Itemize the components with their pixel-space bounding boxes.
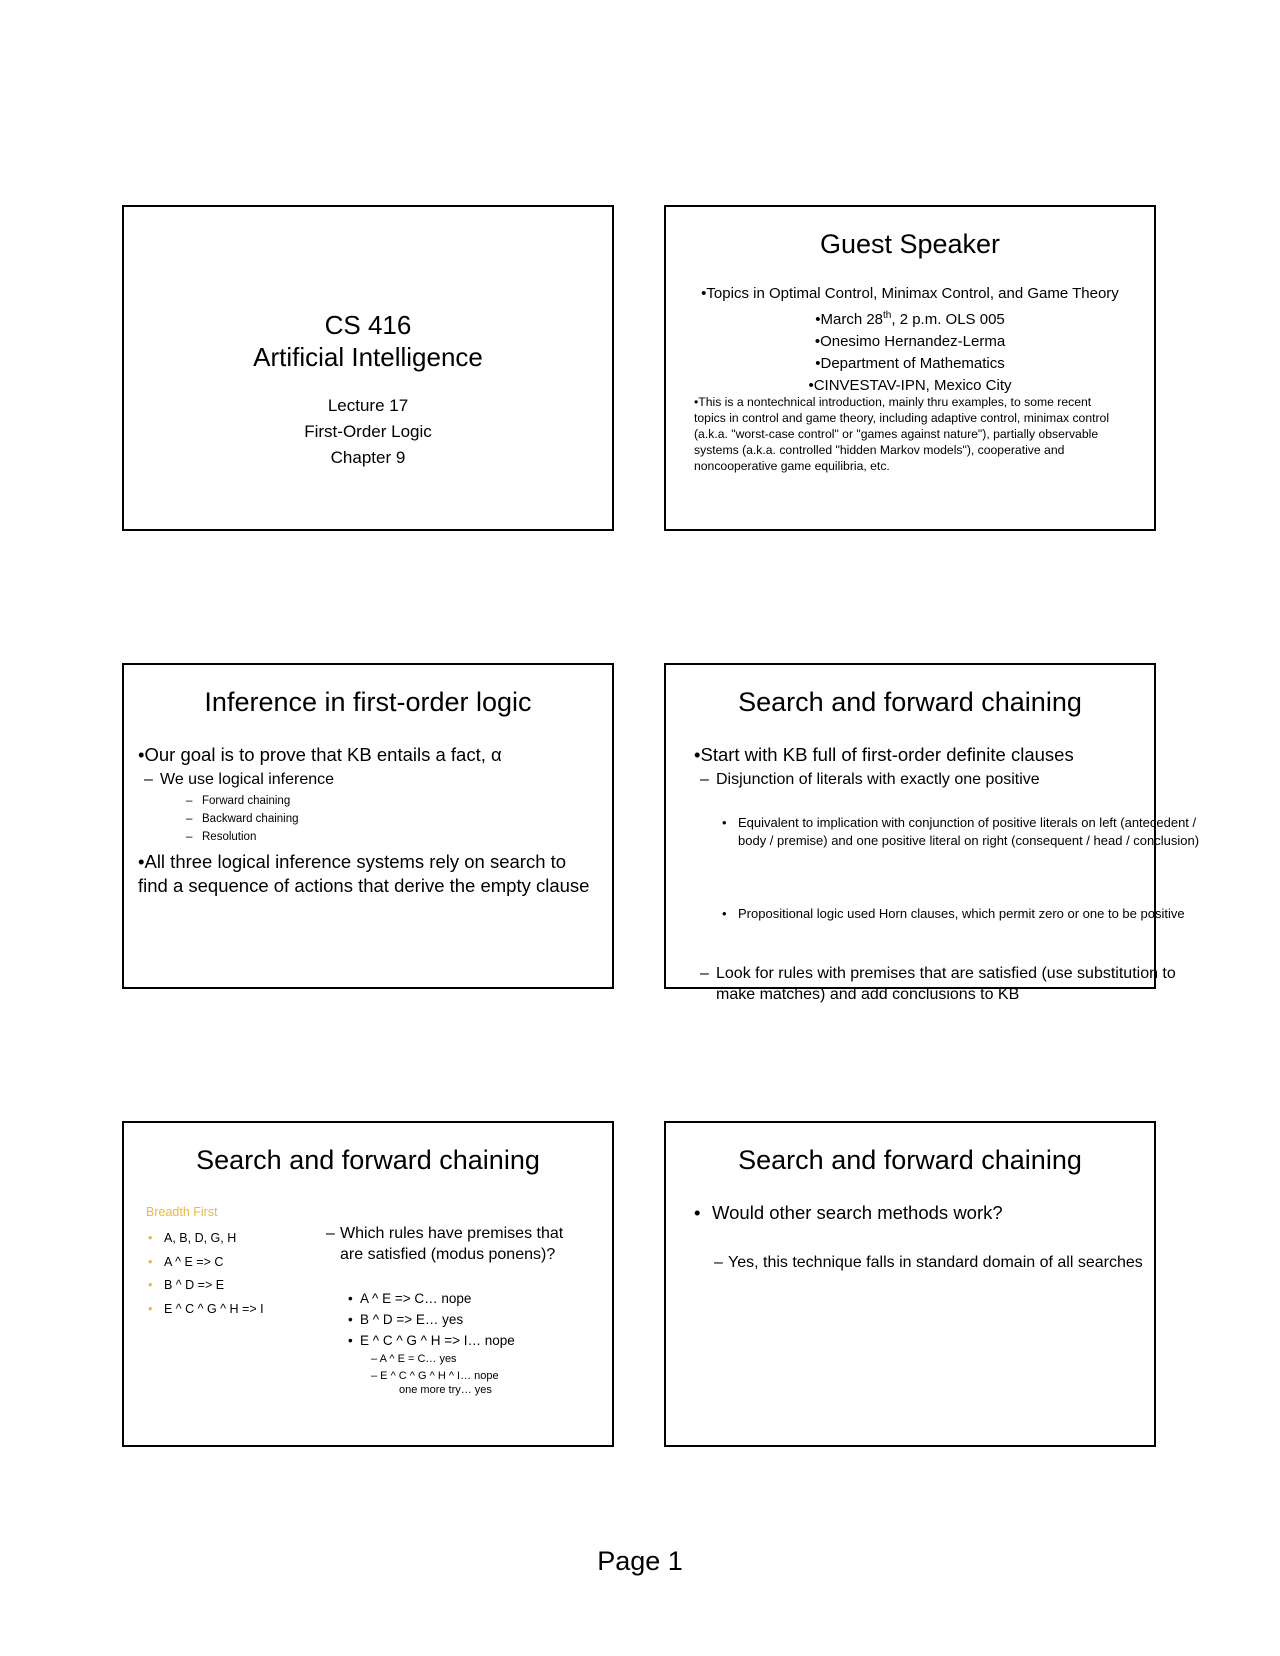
bullet-disjunction: – Disjunction of literals with exactly one positive [700, 771, 1040, 788]
talk-date: •March 28th, 2 p.m. OLS 005 [815, 310, 1005, 328]
dash-marker: – [144, 771, 153, 788]
slide-heading: Guest Speaker [819, 229, 1001, 259]
slide-title [122, 205, 614, 531]
slide-forward-chaining-3 [664, 1121, 1156, 1447]
breadth-first-heading: Breadth First [146, 1205, 218, 1219]
speaker-department: •Department of Mathematics [815, 355, 1005, 372]
slide-heading: Search and forward chaining [738, 1145, 1082, 1175]
list-item: • A ^ E => C [148, 1254, 224, 1269]
inference-methods-list [186, 792, 299, 846]
lecture-number: Lecture 17 [327, 396, 409, 415]
bullet-three-systems: •All three logical inference systems rely on search to find a sequence of actions that derive the empty clause [138, 851, 590, 896]
list-item: • B ^ D => E [148, 1278, 225, 1292]
slide-guest-speaker [664, 205, 1156, 531]
bullet-horn-clauses: • Propositional logic used Horn clauses, which permit zero or one to be positive [722, 906, 1185, 921]
slide-forward-chaining-2 [122, 1121, 614, 1447]
slide-heading: Search and forward chaining [738, 687, 1082, 717]
bullet-look-for-rules: – Look for rules with premises that are satisfied (use substitution to make matches) and add conclusions to KB [700, 964, 1176, 1003]
slide-inference [122, 663, 614, 989]
list-item: • A, B, D, G, H [148, 1231, 237, 1245]
course-code: CS 416 [324, 310, 412, 340]
speaker-details [666, 283, 1154, 397]
list-item: • B ^ D => E… yes [348, 1312, 464, 1327]
talk-title: •Topics in Optimal Control, Minimax Control, and Game Theory [701, 285, 1119, 302]
chapter-label: Chapter 9 [330, 448, 406, 467]
bullet-answer: – Yes, this technique falls in standard domain of all searches [714, 1254, 1143, 1271]
list-item: – E ^ C ^ G ^ H ^ I… nope [371, 1369, 499, 1382]
list-item: • A ^ E => C… nope [348, 1291, 472, 1306]
list-item: • E ^ C ^ G ^ H => I… nope [348, 1333, 515, 1348]
slide-title-subtitle [124, 393, 612, 471]
speaker-institution: •CINVESTAV-IPN, Mexico City [808, 377, 1012, 394]
bullet-goal: •Our goal is to prove that KB entails a fact, α [138, 744, 502, 765]
course-name: Artificial Intelligence [253, 342, 483, 372]
slide-heading: Inference in first-order logic [204, 687, 532, 717]
slide-title-heading [124, 309, 612, 373]
slide-forward-chaining-1 [664, 663, 1200, 1003]
retry-list [371, 1351, 499, 1397]
speaker-name: •Onesimo Hernandez-Lerma [814, 333, 1006, 350]
rule-checks-list [348, 1288, 515, 1351]
list-item: – A ^ E = C… yes [371, 1353, 457, 1365]
bullet-other-methods: • Would other search methods work? [694, 1202, 1003, 1223]
page-number: Page 1 [597, 1546, 683, 1576]
slide-heading: Search and forward chaining [196, 1145, 540, 1175]
talk-abstract: •This is a nontechnical introduction, mainly thru examples, to some recent topics in control and game theory, including adaptive control, minimax control (a.k.a. "worst-case control" or "games against nature"), partially observable systems (a.k.a. controlled "hidden Markov models"), cooperative and noncooperative game equilibria, etc. [694, 395, 1110, 473]
list-item: – Resolution [186, 831, 257, 843]
list-item: one more try… yes [399, 1384, 492, 1396]
knowledge-base-list [148, 1227, 264, 1321]
list-item: – Backward chaining [186, 813, 299, 825]
bullet-definite-clauses: •Start with KB full of first-order definite clauses [694, 744, 1074, 765]
list-item: • E ^ C ^ G ^ H => I [148, 1301, 264, 1316]
list-item: – Forward chaining [186, 795, 291, 807]
bullet-logical-inference: – We use logical inference [144, 771, 335, 788]
bullet-equivalent-implication: • Equivalent to implication with conjunction of positive literals on left (antecedent / body / premise) and one positive literal on right (consequent / head / conclusion) [722, 815, 1200, 848]
modus-ponens-question: – Which rules have premises that are satisfied (modus ponens)? [326, 1225, 564, 1263]
lecture-topic: First-Order Logic [304, 422, 432, 441]
